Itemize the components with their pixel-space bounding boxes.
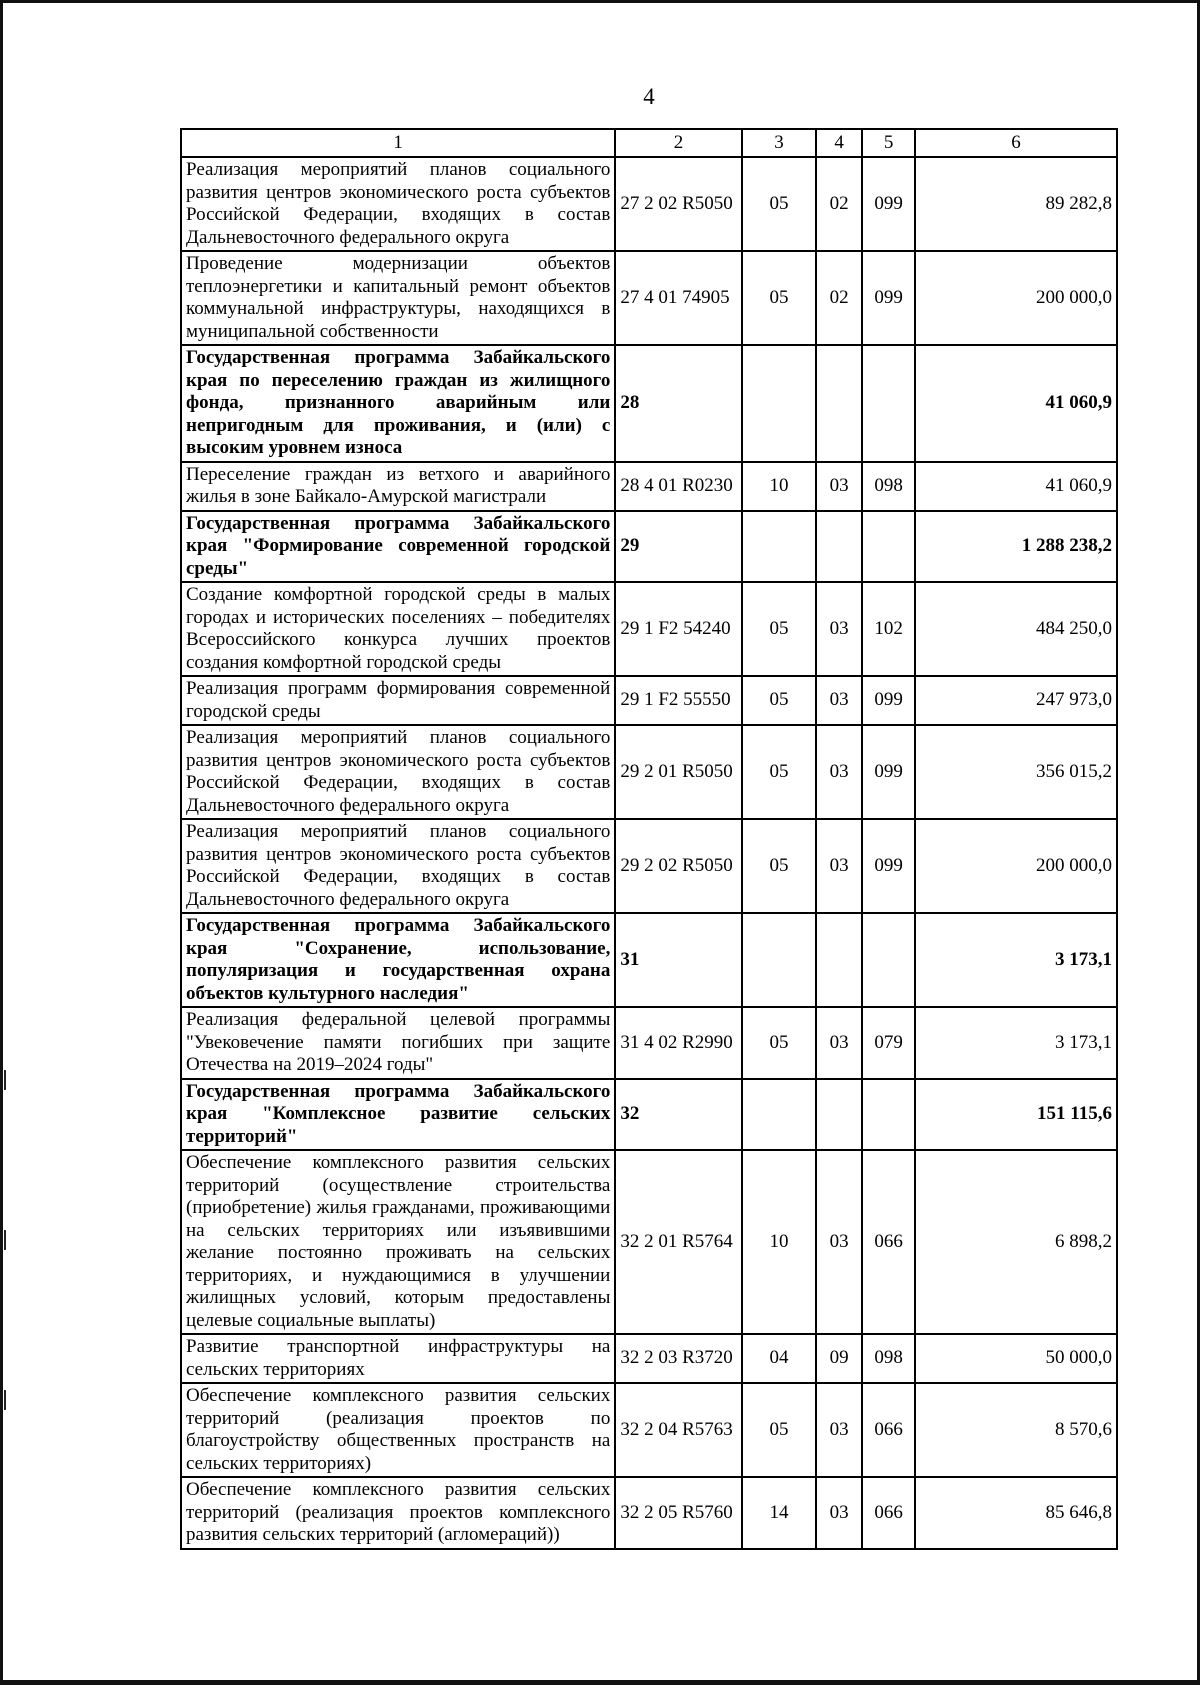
table-row xyxy=(181,1383,1117,1477)
row-code-cell: 31 4 02 R2990 xyxy=(615,1007,741,1079)
row-code-cell: 32 2 05 R5760 xyxy=(615,1477,741,1549)
table-row xyxy=(181,819,1117,913)
table-row xyxy=(181,1477,1117,1549)
row-amount-cell: 3 173,1 xyxy=(915,1007,1117,1079)
page-number: 4 xyxy=(643,84,655,109)
row-subsection-cell: 02 xyxy=(816,251,862,345)
header-cell: 5 xyxy=(862,129,915,157)
row-amount-cell: 356 015,2 xyxy=(915,725,1117,819)
row-type-cell: 099 xyxy=(862,819,915,913)
row-type-cell xyxy=(862,511,915,583)
row-type-cell: 079 xyxy=(862,1007,915,1079)
row-code-cell: 32 xyxy=(615,1079,741,1151)
row-name-cell: Реализация федеральной целевой программы "Увековечение памяти погибших при защите Отечества на 2019–2024 годы" xyxy=(181,1007,615,1079)
row-section-cell: 05 xyxy=(742,725,816,819)
row-code-cell: 27 2 02 R5050 xyxy=(615,157,741,251)
table-row xyxy=(181,725,1117,819)
row-amount-cell: 41 060,9 xyxy=(915,462,1117,511)
scan-edge-top xyxy=(0,0,1200,3)
row-section-cell: 10 xyxy=(742,462,816,511)
row-name-cell: Развитие транспортной инфраструктуры на сельских территориях xyxy=(181,1334,615,1383)
margin-mark xyxy=(4,1390,6,1410)
row-name-cell: Обеспечение комплексного развития сельских территорий (реализация проектов комплексного развития сельских территорий (агломераций)) xyxy=(181,1477,615,1549)
row-section-cell: 05 xyxy=(742,251,816,345)
row-type-cell: 098 xyxy=(862,462,915,511)
table-row xyxy=(181,251,1117,345)
margin-mark xyxy=(4,1070,6,1090)
row-amount-cell: 151 115,6 xyxy=(915,1079,1117,1151)
row-amount-cell: 41 060,9 xyxy=(915,345,1117,462)
row-code-cell: 29 xyxy=(615,511,741,583)
row-section-cell: 05 xyxy=(742,819,816,913)
row-subsection-cell: 03 xyxy=(816,676,862,725)
row-code-cell: 29 2 01 R5050 xyxy=(615,725,741,819)
row-type-cell: 099 xyxy=(862,676,915,725)
header-cell: 6 xyxy=(915,129,1117,157)
row-subsection-cell: 03 xyxy=(816,462,862,511)
table-row xyxy=(181,462,1117,511)
table-row xyxy=(181,582,1117,676)
table-row xyxy=(181,1150,1117,1334)
row-amount-cell: 200 000,0 xyxy=(915,251,1117,345)
row-section-cell: 05 xyxy=(742,1383,816,1477)
row-section-cell: 05 xyxy=(742,582,816,676)
row-amount-cell: 6 898,2 xyxy=(915,1150,1117,1334)
table-row xyxy=(181,1007,1117,1079)
row-section-cell xyxy=(742,913,816,1007)
row-amount-cell: 89 282,8 xyxy=(915,157,1117,251)
row-code-cell: 29 1 F2 54240 xyxy=(615,582,741,676)
row-section-cell xyxy=(742,1079,816,1151)
scan-edge-left xyxy=(0,0,3,1707)
row-subsection-cell xyxy=(816,913,862,1007)
row-name-cell: Реализация программ формирования современной городской среды xyxy=(181,676,615,725)
scan-edge-bottom xyxy=(0,1680,1200,1707)
row-section-cell: 14 xyxy=(742,1477,816,1549)
row-amount-cell: 484 250,0 xyxy=(915,582,1117,676)
row-code-cell: 32 2 03 R3720 xyxy=(615,1334,741,1383)
header-cell: 3 xyxy=(742,129,816,157)
row-section-cell xyxy=(742,511,816,583)
row-subsection-cell: 09 xyxy=(816,1334,862,1383)
row-code-cell: 27 4 01 74905 xyxy=(615,251,741,345)
row-type-cell: 066 xyxy=(862,1477,915,1549)
row-name-cell: Государственная программа Забайкальского края по переселению граждан из жилищного фонда, признанного аварийным или непригодным для проживания, и (или) с высоким уровнем износа xyxy=(181,345,615,462)
row-section-cell: 05 xyxy=(742,1007,816,1079)
header-cell: 2 xyxy=(615,129,741,157)
table-row xyxy=(181,1079,1117,1151)
row-subsection-cell xyxy=(816,345,862,462)
row-name-cell: Реализация мероприятий планов социального развития центров экономического роста субъектов Российской Федерации, входящих в состав Дальневосточного федерального округа xyxy=(181,725,615,819)
table-row xyxy=(181,511,1117,583)
row-type-cell: 099 xyxy=(862,725,915,819)
row-name-cell: Проведение модернизации объектов теплоэнергетики и капитальный ремонт объектов коммунальной инфраструктуры, находящихся в муниципальной собственности xyxy=(181,251,615,345)
row-type-cell: 099 xyxy=(862,157,915,251)
row-amount-cell: 85 646,8 xyxy=(915,1477,1117,1549)
table-row xyxy=(181,157,1117,251)
row-subsection-cell: 03 xyxy=(816,1150,862,1334)
row-type-cell: 099 xyxy=(862,251,915,345)
row-section-cell xyxy=(742,345,816,462)
row-name-cell: Реализация мероприятий планов социального развития центров экономического роста субъектов Российской Федерации, входящих в состав Дальневосточного федерального округа xyxy=(181,157,615,251)
table-header-row xyxy=(181,129,1117,157)
row-type-cell xyxy=(862,913,915,1007)
row-subsection-cell: 03 xyxy=(816,725,862,819)
row-type-cell: 102 xyxy=(862,582,915,676)
row-amount-cell: 1 288 238,2 xyxy=(915,511,1117,583)
header-cell: 4 xyxy=(816,129,862,157)
row-section-cell: 05 xyxy=(742,157,816,251)
row-amount-cell: 247 973,0 xyxy=(915,676,1117,725)
row-name-cell: Государственная программа Забайкальского края "Формирование современной городской среды" xyxy=(181,511,615,583)
row-section-cell: 10 xyxy=(742,1150,816,1334)
row-name-cell: Государственная программа Забайкальского края "Сохранение, использование, популяризация и государственная охрана объектов культурного наследия" xyxy=(181,913,615,1007)
row-amount-cell: 50 000,0 xyxy=(915,1334,1117,1383)
row-amount-cell: 3 173,1 xyxy=(915,913,1117,1007)
row-type-cell xyxy=(862,345,915,462)
row-section-cell: 05 xyxy=(742,676,816,725)
row-code-cell: 29 2 02 R5050 xyxy=(615,819,741,913)
header-cell: 1 xyxy=(181,129,615,157)
budget-table xyxy=(180,128,1118,1550)
row-subsection-cell xyxy=(816,511,862,583)
margin-mark xyxy=(4,1230,6,1250)
row-name-cell: Обеспечение комплексного развития сельских территорий (реализация проектов по благоустройству общественных пространств на сельских территориях) xyxy=(181,1383,615,1477)
row-amount-cell: 200 000,0 xyxy=(915,819,1117,913)
row-code-cell: 32 2 04 R5763 xyxy=(615,1383,741,1477)
row-subsection-cell xyxy=(816,1079,862,1151)
row-subsection-cell: 03 xyxy=(816,1383,862,1477)
row-code-cell: 28 4 01 R0230 xyxy=(615,462,741,511)
row-code-cell: 29 1 F2 55550 xyxy=(615,676,741,725)
row-amount-cell: 8 570,6 xyxy=(915,1383,1117,1477)
row-name-cell: Создание комфортной городской среды в малых городах и исторических поселениях – победителях Всероссийского конкурса лучших проектов создания комфортной городской среды xyxy=(181,582,615,676)
table-row xyxy=(181,913,1117,1007)
table-row xyxy=(181,676,1117,725)
row-subsection-cell: 02 xyxy=(816,157,862,251)
row-subsection-cell: 03 xyxy=(816,1477,862,1549)
row-subsection-cell: 03 xyxy=(816,1007,862,1079)
row-name-cell: Реализация мероприятий планов социального развития центров экономического роста субъектов Российской Федерации, входящих в состав Дальневосточного федерального округа xyxy=(181,819,615,913)
row-name-cell: Обеспечение комплексного развития сельских территорий (осуществление строительства (приобретение) жилья гражданами, проживающими на сельских территориях или изъявившими желание постоянно проживать на сельских территориях, и нуждающимися в улучшении жилищных условий, которым предоставлены целевые социальные выплаты) xyxy=(181,1150,615,1334)
row-section-cell: 04 xyxy=(742,1334,816,1383)
row-subsection-cell: 03 xyxy=(816,819,862,913)
row-type-cell: 098 xyxy=(862,1334,915,1383)
row-type-cell xyxy=(862,1079,915,1151)
row-code-cell: 28 xyxy=(615,345,741,462)
row-subsection-cell: 03 xyxy=(816,582,862,676)
row-code-cell: 31 xyxy=(615,913,741,1007)
table-row xyxy=(181,1334,1117,1383)
row-type-cell: 066 xyxy=(862,1150,915,1334)
row-type-cell: 066 xyxy=(862,1383,915,1477)
row-name-cell: Переселение граждан из ветхого и аварийного жилья в зоне Байкало-Амурской магистрали xyxy=(181,462,615,511)
table-row xyxy=(181,345,1117,462)
row-name-cell: Государственная программа Забайкальского края "Комплексное развитие сельских территорий" xyxy=(181,1079,615,1151)
row-code-cell: 32 2 01 R5764 xyxy=(615,1150,741,1334)
